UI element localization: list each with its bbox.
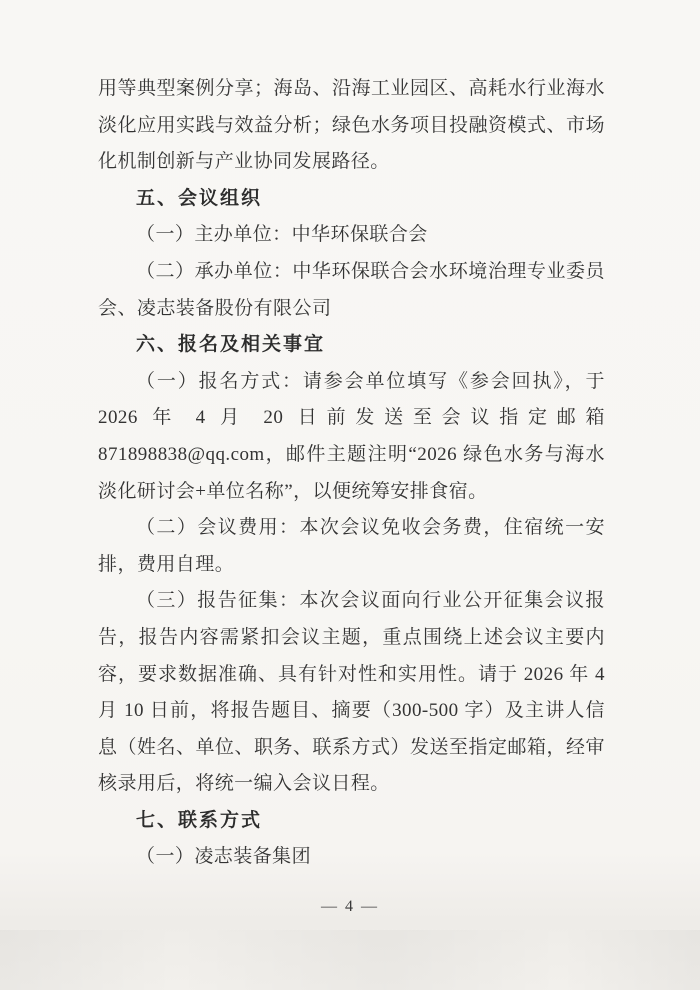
heading-section-5-meeting-organization: 五、会议组织 xyxy=(136,187,263,209)
page-number: — 4 — xyxy=(321,898,379,915)
paragraph-conference-fee: （二）会议费用：本次会议免收会务费，住宿统一安排，费用自理。 xyxy=(98,517,605,575)
paragraph-co-organizer: （二）承办单位：中华环保联合会水环境治理专业委员会、凌志装备股份有限公司 xyxy=(98,260,605,319)
paragraph-report-solicitation: （三）报告征集：本次会议面向行业公开征集会议报告，报告内容需紧扣会议主题，重点围绕上述会议主要内容，要求数据准确、具有针对性和实用性。请于 2026 年 4 月 10 日前，将报告题目、摘要（300-500 字）及主讲人信息（姓名、单位、职务、联系方式）发送至指定邮箱，经审核录用后，将统一编入会议日程。 xyxy=(98,590,605,795)
paragraph-topic-continued: 用等典型案例分享；海岛、沿海工业园区、高耗水行业海水淡化应用实践与效益分析；绿色水务项目投融资模式、市场化机制创新与产业协同发展路径。 xyxy=(98,78,605,173)
paragraph-contact-lingzhi-group: （一）凌志装备集团 xyxy=(136,846,312,868)
document-body xyxy=(98,71,605,876)
paragraph-host-organizer: （一）主办单位：中华环保联合会 xyxy=(136,224,428,246)
paragraph-registration-method: （一）报名方式：请参会单位填写《参会回执》，于 2026 年 4 月 20 日前发送至会议指定邮箱 871898838@qq.com，邮件主题注明“2026 绿色水务与海水淡化研讨会+单位名称”，以便统筹安排食宿。 xyxy=(98,370,605,502)
heading-section-6-registration-matters: 六、报名及相关事宜 xyxy=(136,334,326,356)
heading-section-7-contact-information: 七、联系方式 xyxy=(136,809,263,831)
